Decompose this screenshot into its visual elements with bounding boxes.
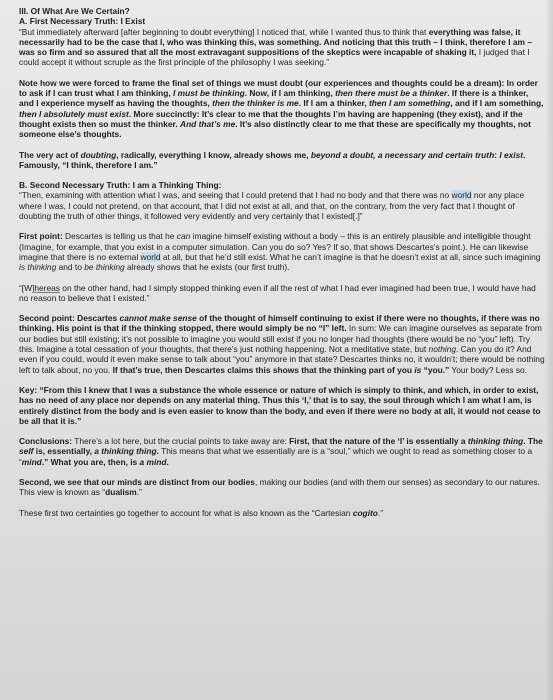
cogito-paragraph: These first two certainties go together to account for what is also known as the “Cartesian cogito.” <box>19 507 384 518</box>
subsection-heading-a: A. First Necessary Truth: I Exist <box>19 16 146 27</box>
underlined-word: hereas <box>34 282 60 293</box>
highlighted-word: world <box>140 251 161 262</box>
note-paragraph: Note how we were forced to frame the final set of things we must doubt (our experiences and thoughts could be a dream): In order to ask if I can trust what I am thinking, I must be thinking. Now, if I am thinking, then there must be a thinker. If there is a thinker, and I experience myself as having the thoughts, then the thinker is me. If I am a thinker, then I am something, and if I am something, then I absolutely must exist. More succinctly: It’s clear to me that the thoughts I’m having are happening (they exist), and if the thought exists then so must the thinker. And that’s me. It’s also distinctly clear to me that these are specifically my thoughts, not someone else’s thoughts. <box>19 77 544 140</box>
section-title: III. Of What Are We Certain? <box>19 6 130 16</box>
key-paragraph: Key: “From this I knew that I was a substance the whole essence or nature of which is simply to think, and which, in order to exist, has no need of any place nor depends on any material thing. Thus this ‘I,’ that is to say, the soul through which I am what I am, is entirely distinct from the body and is even easier to know than the body, and even if there were no body at all, it would not cease to be all that it is.” <box>19 384 541 426</box>
quote-first-truth: “But immediately afterward [after beginning to doubt everything] I noticed that, while I wanted thus to think that everything was false, it necessarily had to be the case that I, who was thinking this, was something. And noticing that this truth – I think, therefore I am – was so firm and so assured that all the most extravagant suppositions of the skeptics were incapable of shaking it, I judged that I could accept it without scruple as the first principle of the philosophy I was seeking.” <box>19 26 532 68</box>
page-edge-shadow <box>545 0 553 700</box>
first-point-paragraph: First point: Descartes is telling us that he can imagine himself existing without a body – this is an entirely plausible and intelligible thought (Imagine, for example, that you exist in a computer simulation. Can you do so? Yes? If so, that shows Descartes’s point.). He can likewise imagine that there is no external world at all, but that he’d still exist. What he can’t imagine is that he doesn’t exist at all, since such imagining is thinking and to be thinking already shows that he exists (our first truth). <box>19 231 541 273</box>
second-point-paragraph: Second point: Descartes cannot make sense of the thought of himself continuing to exist if there were no thoughts, if there was no thinking. His point is that if the thinking stopped, there would simply be no “I” left. In sum: We can imagine ourselves as separate from our bodies but still existing; it’s not possible to imagine you would still exist if you no longer had thoughts (there would be no “you” left). Try this. Imagine a total cessation of your thoughts, that there’s just nothing happening. Not a meditative state, but nothing. Can you do it? And even if you could, would it even make sense to talk about “you” anymore in that state? Descartes thinks no, it wouldn’t; there would be nothing left to talk about, no you. If that’s true, then Descartes claims this shows that the thinking part of you is “you.” Your body? Less so. <box>19 313 545 375</box>
dualism-paragraph: Second, we see that our minds are distinct from our bodies, making our bodies (and with them our senses) as secondary to our natures. This view is known as “dualism.” <box>19 476 540 498</box>
highlighted-word: world <box>451 190 472 201</box>
doubting-paragraph: The very act of doubting, radically, everything I know, already shows me, beyond a doubt, a necessary and certain truth: I exist. Famously, “I think, therefore I am.” <box>19 149 526 170</box>
whereas-quote: “[W]hereas on the other hand, had I simply stopped thinking even if all the rest of what I had ever imagined had been true, I would have had no reason to believe that I existed.” <box>19 282 536 303</box>
conclusions-paragraph: Conclusions: There’s a lot here, but the crucial points to take away are: First, that the nature of the ‘I’ is essentially a thinking thing. The self is, essentially, a thinking thing. This means that what we essentially are is a “soul,” which we ought to read as something closer to a “mind.” What you are, then, is a mind. <box>19 436 543 467</box>
subsection-heading-b: B. Second Necessary Truth: I am a Thinking Thing: <box>19 180 222 191</box>
quote-second-truth: “Then, examining with attention what I was, and seeing that I could pretend that I had no body and that there was no world nor any place where I was, I could not pretend, on that account, that I did not exist at all, and that, on the contrary, from the very fact that I thought of doubting the truth of other things, it followed very evidently and very certainly that I existed[.]” <box>19 190 525 222</box>
